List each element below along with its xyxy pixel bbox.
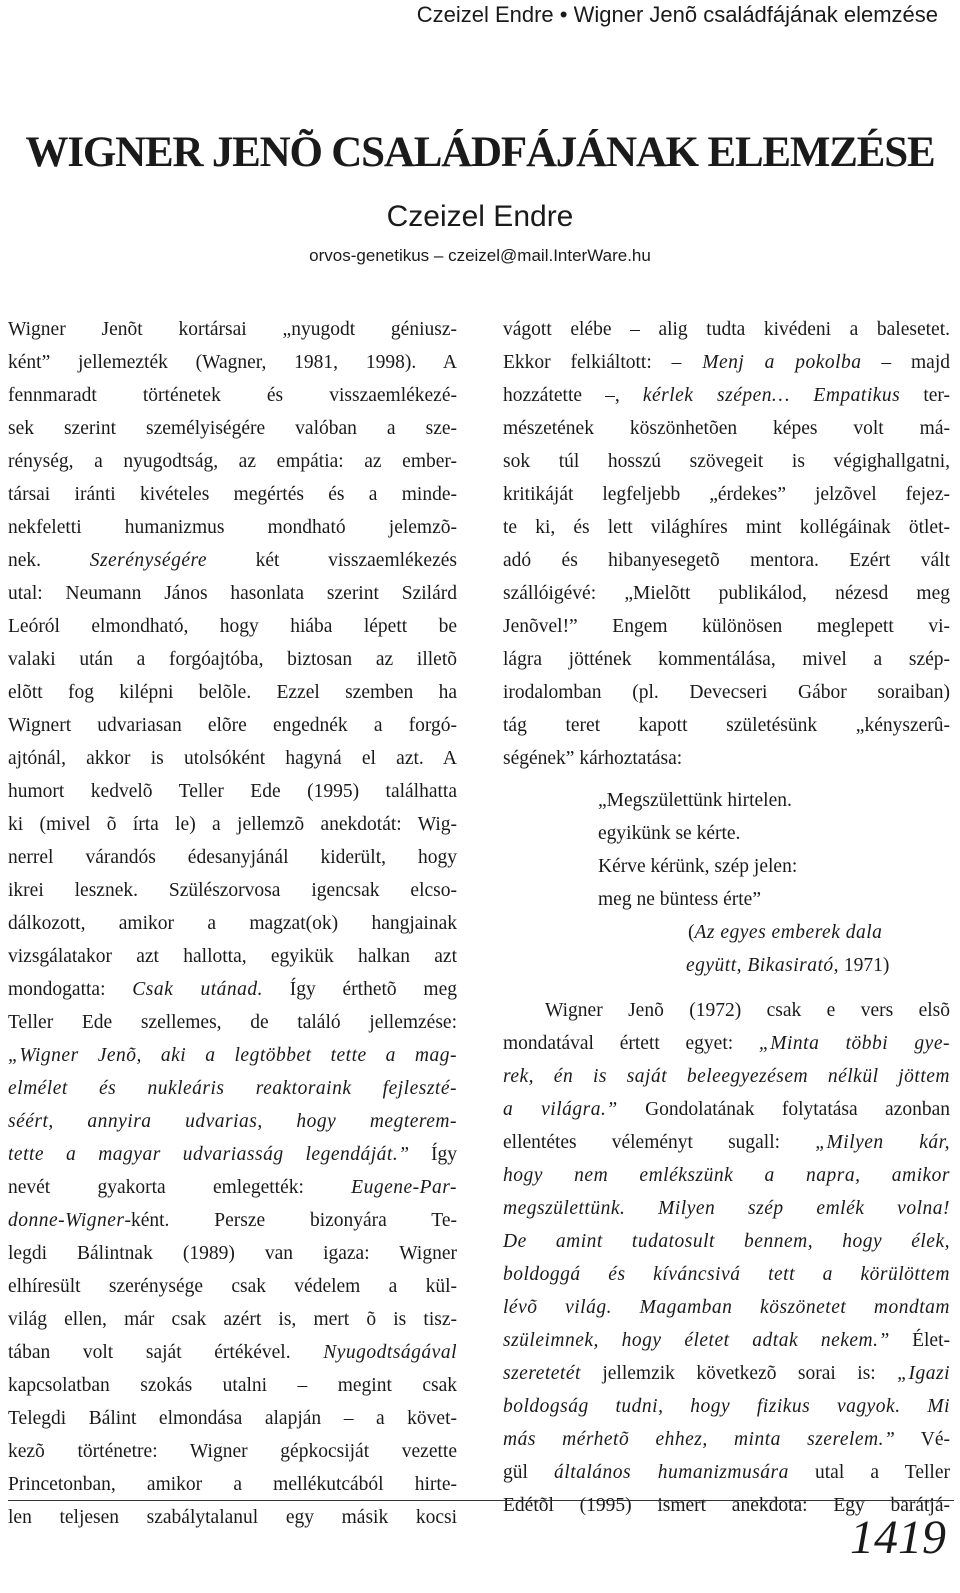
right-column-text-top — [503, 313, 950, 775]
article-title: WIGNER JENÕ CSALÁDFÁJÁNAK ELEMZÉSE — [25, 129, 935, 176]
text-run: kritikáját legfeljebb „érdekes” jelzõvel fejez- — [503, 484, 950, 505]
poem-line — [598, 850, 950, 883]
body-line — [8, 1204, 457, 1237]
body-line — [8, 643, 457, 676]
text-run: Így — [409, 1144, 458, 1165]
italic-run: Szerénységére — [89, 550, 207, 571]
italic-run: donne-Wigner — [8, 1210, 125, 1231]
text-run: mészetének köszönhetõen képes volt má- — [503, 418, 950, 439]
text-run: hozzátette –, — [503, 385, 643, 406]
body-line — [8, 1468, 457, 1501]
poem-quote — [598, 784, 950, 982]
text-run: nekfeletti humanizmus mondható jelemzõ- — [8, 517, 457, 538]
text-run: Vé- — [895, 1429, 950, 1450]
italic-run: általános humanizmusára — [554, 1462, 789, 1483]
text-run: elõtt fog kilépni belõle. Ezzel szemben ha — [8, 682, 457, 703]
body-line — [8, 1105, 457, 1138]
running-head: Czeizel Endre • Wigner Jenõ családfájának elemzése — [416, 2, 938, 27]
text-run: meg ne büntess érte” — [598, 889, 761, 910]
text-run: gül — [503, 1462, 555, 1483]
text-run: nek. — [8, 550, 90, 571]
body-line — [503, 1291, 950, 1324]
body-line — [8, 1369, 457, 1402]
body-line — [8, 1402, 457, 1435]
italic-run: Az egyes emberek dala — [694, 922, 883, 943]
italic-run: együtt, Bikasirató, — [686, 955, 840, 976]
text-run: Telegdi Bálint elmondása alapján – a követ- — [8, 1408, 457, 1429]
italic-run: De amint tudatosult bennem, hogy élek, — [503, 1231, 950, 1252]
body-line — [8, 1171, 457, 1204]
body-line — [8, 907, 457, 940]
italic-run: más mérhetõ ehhez, minta szerelem.” — [503, 1429, 896, 1450]
text-run: Élet- — [889, 1330, 950, 1351]
text-run: humort kedvelõ Teller Ede (1995) találhatta — [8, 781, 457, 802]
body-line — [503, 1423, 950, 1456]
text-run: kapcsolatban szokás utalni – megint csak — [8, 1375, 457, 1396]
body-line — [8, 775, 457, 808]
body-line — [8, 412, 457, 445]
body-line — [503, 511, 950, 544]
left-column — [8, 313, 457, 1534]
italic-run: séért, annyira udvarias, hogy megterem- — [8, 1111, 457, 1132]
text-run: rénység, a nyugodtság, az empátia: az ember- — [8, 451, 457, 472]
text-run: ellentétes véleményt sugall: — [503, 1132, 816, 1153]
body-line — [8, 1237, 457, 1270]
text-run: elhíresült szerénysége csak védelem a kül- — [8, 1276, 457, 1297]
body-line — [503, 676, 950, 709]
text-run: társai iránti kivételes megértés és a minde- — [8, 484, 457, 505]
italic-run: rek, én is saját beleegyezésem nélkül jöttem — [503, 1066, 950, 1087]
text-run: Edétõl (1995) ismert anekdota: Egy barátjá- — [503, 1495, 950, 1516]
body-line — [8, 1138, 457, 1171]
body-line — [8, 841, 457, 874]
text-run: Leóról elmondható, hogy hiába lépett be — [8, 616, 457, 637]
text-run: mondogatta: — [8, 979, 133, 1000]
spacer — [503, 775, 950, 784]
text-run: dálkozott, amikor a magzat(ok) hangjainak — [8, 913, 457, 934]
italic-run: szeretetét — [503, 1363, 581, 1384]
italic-run: „Milyen kár, — [815, 1132, 950, 1153]
poem-source-line — [688, 916, 950, 949]
body-line — [8, 742, 457, 775]
body-line — [8, 478, 457, 511]
body-line — [8, 940, 457, 973]
body-line — [8, 874, 457, 907]
body-line — [503, 544, 950, 577]
text-run: ajtónál, akkor is utolsóként hagyná el azt. A — [8, 748, 457, 769]
poem-line — [598, 883, 950, 916]
text-run: Wigner Jenõt kortársai „nyugodt géniusz- — [8, 319, 457, 340]
body-line — [503, 1258, 950, 1291]
body-line — [503, 577, 950, 610]
text-run: ( — [688, 922, 695, 943]
body-line — [8, 445, 457, 478]
italic-run: boldoggá és kíváncsivá tett a körülöttem — [503, 1264, 950, 1285]
text-run: tág teret kapott születésünk „kényszerû- — [503, 715, 950, 736]
body-line — [8, 511, 457, 544]
poem-lines — [598, 784, 950, 916]
body-line — [8, 973, 457, 1006]
poem-source — [598, 916, 950, 982]
text-run: Így érthetõ meg — [263, 979, 457, 1000]
body-line — [8, 346, 457, 379]
italic-run: a világra.” — [503, 1099, 618, 1120]
body-line — [8, 1435, 457, 1468]
italic-run: Nyugodtságával — [323, 1342, 457, 1363]
text-run: Gondolatának folytatása azonban — [617, 1099, 950, 1120]
body-line — [8, 1072, 457, 1105]
italic-run: Eugene-Par- — [351, 1177, 457, 1198]
italic-run: „Igazi — [897, 1363, 950, 1384]
text-run: 1971) — [839, 955, 890, 976]
body-line — [8, 676, 457, 709]
body-line — [8, 313, 457, 346]
right-column-text-bottom — [503, 994, 950, 1522]
body-line — [8, 1006, 457, 1039]
body-line — [8, 709, 457, 742]
text-run: lágra jöttének kommentálása, mivel a szép- — [503, 649, 950, 670]
body-line — [503, 610, 950, 643]
italic-run: szüleimnek, hogy életet adtak nekem.” — [503, 1330, 890, 1351]
spacer — [503, 982, 950, 994]
italic-run: megszülettünk. Milyen szép emlék volna! — [503, 1198, 950, 1219]
poem-line — [598, 784, 950, 817]
body-line — [8, 544, 457, 577]
text-run: nevét gyakorta emlegették: — [8, 1177, 352, 1198]
body-line — [503, 1027, 950, 1060]
author-name: Czeizel Endre — [386, 200, 574, 233]
body-line — [8, 808, 457, 841]
body-line — [503, 1357, 950, 1390]
body-line — [503, 412, 950, 445]
body-line — [503, 313, 950, 346]
text-run: irodalomban (pl. Devecseri Gábor soraiban) — [503, 682, 950, 703]
text-run: két visszaemlékezés — [207, 550, 457, 571]
text-run: utal a Teller — [788, 1462, 950, 1483]
text-run: „Megszülettünk hirtelen. — [598, 790, 792, 811]
italic-run: boldogság tudni, hogy fizikus vagyok. Mi — [503, 1396, 950, 1417]
body-line — [8, 610, 457, 643]
body-line — [503, 346, 950, 379]
body-line — [8, 1303, 457, 1336]
body-line — [8, 577, 457, 610]
body-line — [503, 1324, 950, 1357]
text-run: valaki után a forgóajtóba, biztosan az illetõ — [8, 649, 457, 670]
body-line — [503, 1390, 950, 1423]
italic-run: tette a magyar udvariasság legendáját.” — [8, 1144, 410, 1165]
text-run: szállóigévé: „Mielõtt publikálod, nézesd meg — [503, 583, 950, 604]
body-line — [8, 1270, 457, 1303]
body-line — [8, 1336, 457, 1369]
poem-line — [598, 817, 950, 850]
italic-run: lévõ világ. Magamban köszönetet mondtam — [503, 1297, 950, 1318]
body-line — [8, 1501, 457, 1534]
body-line — [503, 1093, 950, 1126]
body-line — [503, 445, 950, 478]
text-run: te ki, és lett világhíres mint kollégáinak ötlet- — [503, 517, 950, 538]
poem-source-line — [686, 949, 950, 982]
italic-run: hogy nem emlékszünk a napra, amikor — [503, 1165, 950, 1186]
right-column — [503, 313, 950, 1522]
text-run: vizsgálatakor azt hallotta, egyikük halkan azt — [8, 946, 457, 967]
text-run: jellemzik következõ sorai is: — [580, 1363, 898, 1384]
body-line — [503, 1126, 950, 1159]
text-run: nerrel várandós édesanyjánál kiderült, hogy — [8, 847, 457, 868]
text-run: legdi Bálintnak (1989) van igaza: Wigner — [8, 1243, 457, 1264]
text-run: ter- — [900, 385, 950, 406]
body-line — [503, 1225, 950, 1258]
text-run: len teljesen szabálytalanul egy másik kocsi — [8, 1507, 457, 1528]
body-line — [8, 1039, 457, 1072]
text-run: ikrei lesznek. Szülészorvosa igencsak elcso- — [8, 880, 457, 901]
text-run: tában volt saját értékével. — [8, 1342, 324, 1363]
text-run: fennmaradt történetek és visszaemlékezé- — [8, 385, 457, 406]
body-line — [503, 1456, 950, 1489]
text-run: Jenõvel!” Engem különösen meglepett vi- — [503, 616, 950, 637]
text-run: utal: Neumann János hasonlata szerint Szilárd — [8, 583, 457, 604]
author-affiliation: orvos-genetikus – czeizel@mail.InterWare.hu — [309, 246, 651, 265]
text-run: ségének” kárhoztatása: — [503, 748, 683, 769]
text-run: sek szerint személyiségére valóban a sze- — [8, 418, 457, 439]
text-run: Teller Ede szellemes, de találó jellemzése: — [8, 1012, 457, 1033]
text-run: Ekkor felkiáltott: — [503, 352, 672, 373]
text-run: Wigner Jenõ (1972) csak e vers elsõ — [545, 1000, 950, 1021]
text-run: mondatával értett egyet: — [503, 1033, 759, 1054]
italic-run: Csak utánad. — [132, 979, 264, 1000]
body-line — [503, 643, 950, 676]
text-run: Princetonban, amikor a mellékutcából hirte- — [8, 1474, 457, 1495]
text-run: világ ellen, már csak azért is, mert õ is tisz- — [8, 1309, 457, 1330]
text-run: sok túl hosszú szövegeit is végighallgatni, — [503, 451, 950, 472]
italic-run: elmélet és nukleáris reaktoraink fejleszté- — [8, 1078, 457, 1099]
italic-run: „Minta többi gye- — [758, 1033, 950, 1054]
page-number: 1419 — [850, 1511, 946, 1564]
text-run: vágott elébe – alig tudta kivédeni a balesetet. — [503, 319, 950, 340]
italic-run: „Wigner Jenõ, aki a legtöbbet tette a mag- — [8, 1045, 457, 1066]
body-line — [503, 1159, 950, 1192]
body-line — [503, 478, 950, 511]
text-run: ként” jellemezték (Wagner, 1981, 1998). A — [8, 352, 457, 373]
text-run: kezõ történetre: Wigner gépkocsiját vezette — [8, 1441, 457, 1462]
footer-rule — [8, 1500, 954, 1501]
text-run: ki (mivel õ írta le) a jellemzõ anekdotát: Wig- — [8, 814, 457, 835]
body-line — [503, 994, 950, 1027]
text-run: Kérve kérünk, szép jelen: — [598, 856, 798, 877]
text-run: Wignert udvariasan elõre engednék a forgó- — [8, 715, 457, 736]
body-line — [503, 742, 950, 775]
text-run: – majd — [861, 352, 950, 373]
text-run: -ként. Persze bizonyára Te- — [124, 1210, 457, 1231]
body-line — [503, 1060, 950, 1093]
italic-run: kérlek szépen… Empatikus — [642, 385, 901, 406]
body-line — [503, 1192, 950, 1225]
body-line — [8, 379, 457, 412]
italic-run: – Menj a pokolba — [671, 352, 862, 373]
body-line — [503, 709, 950, 742]
text-run: egyikünk se kérte. — [598, 823, 741, 844]
text-run: adó és hibanyesegetõ mentora. Ezért vált — [503, 550, 950, 571]
body-line — [503, 379, 950, 412]
